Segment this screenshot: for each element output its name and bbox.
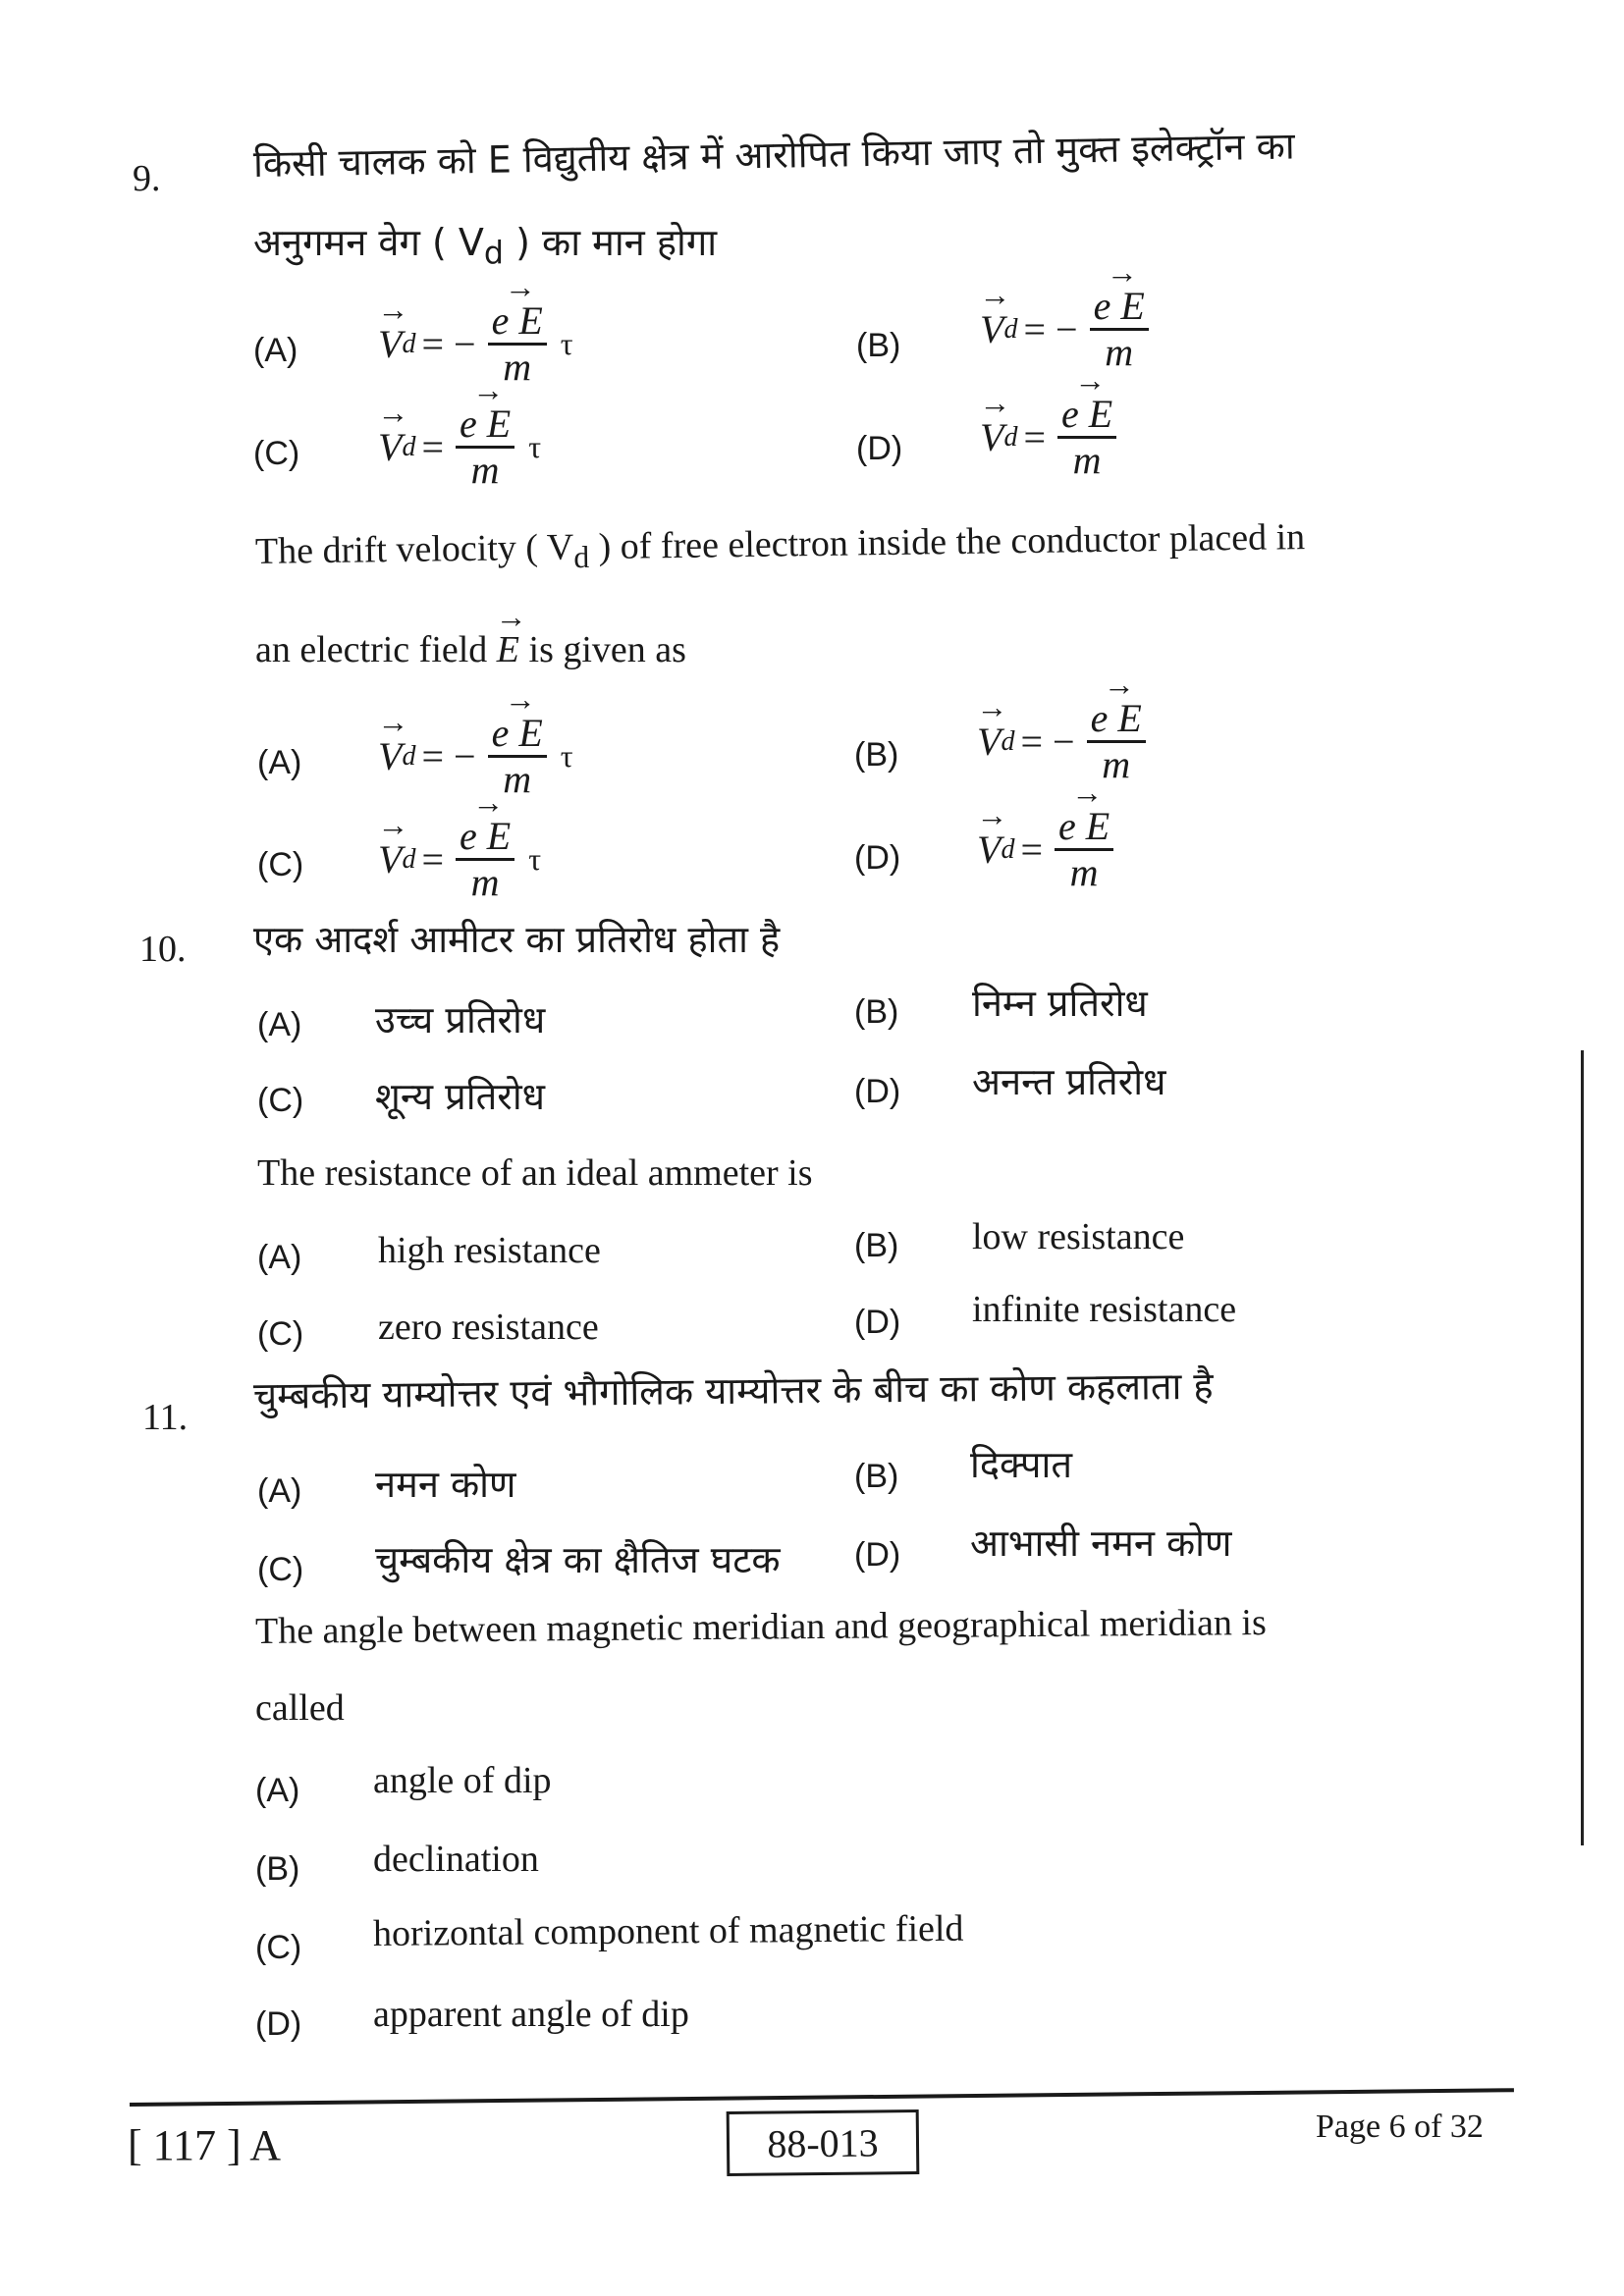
question-number: 11. [142, 1397, 189, 1438]
equals-sign: = − [1023, 307, 1078, 351]
option-label: (C) [257, 846, 304, 883]
vector-v: → V [378, 424, 402, 470]
option-label: (B) [854, 736, 899, 774]
footer-paper-code: [ 117 ] A [128, 2121, 282, 2169]
question-9-english-line2 [255, 628, 686, 671]
option-text: zero resistance [378, 1307, 599, 1348]
tau: τ [560, 738, 573, 774]
footer-rule [130, 2088, 1514, 2107]
fraction [456, 402, 514, 492]
vector-v: → V [378, 836, 402, 882]
text: ) of free electron inside the conductor placed in [588, 516, 1306, 568]
subscript: d [402, 431, 416, 462]
option-label: (C) [257, 1315, 304, 1353]
subscript: d [573, 539, 590, 575]
formula-option-d [980, 393, 1122, 482]
subscript: d [1003, 421, 1018, 453]
option-label: (D) [854, 1536, 901, 1574]
denominator: m [503, 345, 532, 389]
option-label: (D) [856, 430, 903, 467]
question-number: 9. [133, 158, 161, 199]
vector-v: → V [977, 827, 1001, 873]
option-label: (B) [856, 327, 901, 364]
text: is given as [519, 629, 686, 670]
denominator: m [1102, 742, 1131, 786]
option-label: (B) [854, 1458, 899, 1495]
option-text: उच्च प्रतिरोध [375, 998, 546, 1041]
option-text: declination [373, 1839, 539, 1880]
option-text: high resistance [378, 1230, 601, 1271]
fraction [1087, 697, 1146, 786]
booklet-code-text: 88-013 [767, 2119, 879, 2166]
equals-sign: = [1020, 828, 1043, 872]
fraction [1057, 393, 1116, 482]
equals-sign: = [421, 425, 444, 469]
option-label: (C) [257, 1551, 304, 1588]
numerator: → e E [1087, 697, 1146, 743]
option-label: (A) [257, 1006, 302, 1043]
option-text: नमन कोण [375, 1463, 516, 1506]
text: ) का मान होगा [504, 221, 718, 264]
option-label: (C) [255, 1929, 302, 1966]
option-text: आभासी नमन कोण [970, 1522, 1232, 1565]
subscript: d [402, 328, 416, 359]
option-label: (D) [854, 1073, 901, 1110]
fraction [1055, 805, 1113, 894]
option-text: angle of dip [373, 1760, 552, 1801]
formula-option-b [977, 697, 1152, 786]
denominator: m [470, 448, 500, 492]
numerator: → e E [488, 712, 547, 758]
footer-booklet-code [727, 2109, 920, 2176]
option-text: दिक्पात [970, 1443, 1073, 1486]
question-9-english-line1 [255, 515, 1306, 580]
formula-option-c [378, 815, 541, 904]
equals-sign: = − [421, 734, 476, 778]
vector-v: → V [980, 306, 1003, 352]
denominator: m [1105, 330, 1134, 374]
question-11-hindi: चुम्बकीय याम्योत्तर एवं भौगोलिक याम्योत्तर के बीच का कोण कहलाता है [252, 1363, 1214, 1417]
option-text: चुम्बकीय क्षेत्र का क्षैतिज घटक [375, 1538, 781, 1581]
tau: τ [560, 326, 573, 361]
subscript: d [1001, 725, 1015, 757]
denominator: m [1072, 438, 1102, 482]
option-label: (C) [257, 1082, 304, 1119]
subscript: d [483, 236, 505, 272]
fraction [456, 815, 514, 904]
fraction [1090, 285, 1149, 374]
question-10-english: The resistance of an ideal ammeter is [257, 1152, 813, 1194]
tau: τ [528, 841, 542, 877]
option-text: निम्न प्रतिरोध [972, 982, 1148, 1025]
formula-option-b [980, 285, 1155, 374]
option-text: apparent angle of dip [373, 1994, 689, 2035]
option-label: (C) [253, 435, 300, 472]
numerator: → e E [1055, 805, 1113, 851]
numerator: → e E [456, 402, 514, 449]
option-label: (B) [255, 1850, 300, 1888]
subscript: d [1003, 313, 1018, 345]
question-10-hindi: एक आदर्श आमीटर का प्रतिरोध होता है [253, 918, 781, 961]
question-9-hindi-line2 [253, 216, 717, 272]
equals-sign: = [1023, 415, 1046, 459]
equals-sign: = − [1020, 720, 1075, 764]
option-text: horizontal component of magnetic field [372, 1907, 964, 1954]
vector-e: → E [497, 628, 519, 671]
subscript: d [1001, 833, 1015, 865]
text: अनुगमन वेग ( V [253, 221, 484, 264]
option-label: (A) [253, 332, 298, 369]
option-label: (A) [257, 1472, 302, 1510]
numerator: → e E [1057, 393, 1116, 439]
denominator: m [1069, 850, 1099, 894]
vector-v: → V [378, 733, 402, 779]
option-label: (A) [257, 744, 302, 781]
text: The drift velocity ( V [254, 526, 574, 572]
numerator: → e E [456, 815, 514, 861]
option-text: अनन्त प्रतिरोध [972, 1060, 1166, 1103]
question-11-english-line2: called [255, 1687, 345, 1729]
option-label: (D) [854, 1304, 901, 1341]
denominator: m [470, 860, 500, 904]
option-text: शून्य प्रतिरोध [375, 1075, 546, 1118]
equals-sign: = − [421, 322, 476, 366]
option-label: (D) [854, 839, 901, 877]
page-indicator: Page 6 of 32 [1316, 2109, 1484, 2145]
subscript: d [402, 740, 416, 772]
tau: τ [528, 429, 542, 464]
scan-margin-line [1581, 1050, 1584, 1845]
question-number: 10. [139, 929, 187, 970]
numerator: → e E [1090, 285, 1149, 331]
option-label: (B) [854, 1227, 899, 1264]
formula-option-d [977, 805, 1119, 894]
vector-v: → V [980, 414, 1003, 460]
subscript: d [402, 843, 416, 875]
question-11-english-line1: The angle between magnetic meridian and geographical meridian is [254, 1602, 1267, 1652]
equals-sign: = [421, 837, 444, 881]
denominator: m [503, 757, 532, 801]
formula-option-c [378, 402, 541, 492]
option-label: (A) [255, 1772, 300, 1809]
option-label: (B) [854, 993, 899, 1031]
text: an electric field [255, 629, 497, 670]
vector-v: → V [378, 321, 402, 367]
option-text: infinite resistance [972, 1289, 1237, 1330]
option-label: (D) [255, 2005, 302, 2043]
numerator: → e E [488, 299, 547, 346]
question-9-hindi-line1: किसी चालक को E विद्युतीय क्षेत्र में आरोपित किया जाए तो मुक्त इलेक्ट्रॉन का [252, 124, 1295, 186]
option-text: low resistance [972, 1216, 1185, 1257]
vector-v: → V [977, 719, 1001, 765]
option-label: (A) [257, 1239, 302, 1276]
